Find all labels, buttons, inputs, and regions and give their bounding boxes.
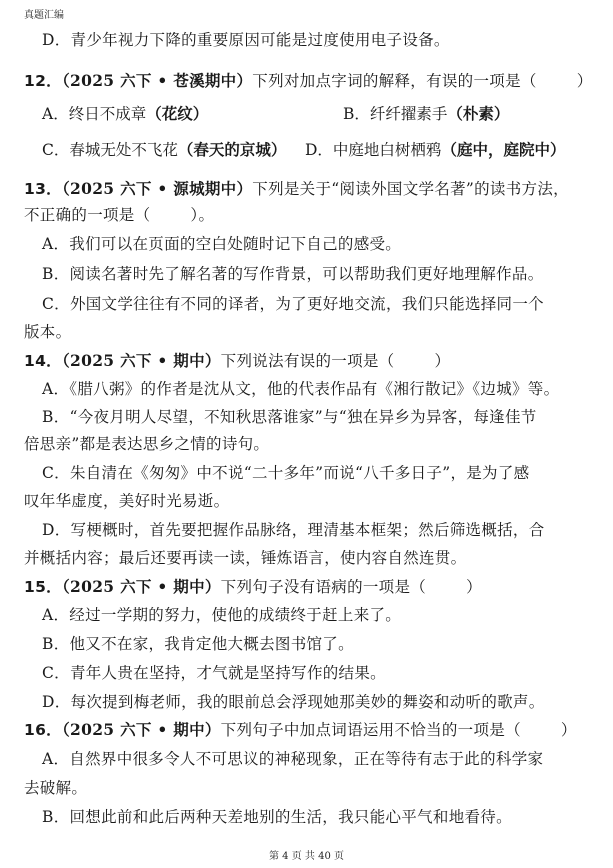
q14-option-d: D．写梗概时，首先要把握作品脉络，理清基本框架；然后筛选概括，合 xyxy=(42,521,545,539)
question-15-stem: 15．（2025 六下 • 期中）下列句子没有语病的一项是（ ） xyxy=(24,577,482,596)
question-14-stem: 14．（2025 六下 • 期中）下列说法有误的一项是（ ） xyxy=(24,351,451,370)
q12-option-d: D．中庭地白树栖鸦（庭中，庭院中） xyxy=(305,140,566,159)
q13-option-c: C．外国文学往往有不同的译者，为了更好地交流，我们只能选择同一个 xyxy=(42,295,544,313)
question-13-stem: 13．（2025 六下 • 源城期中）下列是关于“阅读外国文学名著”的读书方法， xyxy=(24,179,569,198)
question-source-tag: （2025 六下 • 期中） xyxy=(61,351,221,370)
q13-option-c-cont: 版本。 xyxy=(24,323,72,341)
question-source-tag: （2025 六下 • 期中） xyxy=(61,577,221,596)
q12-option-c: C．春城无处不飞花（春天的京城） xyxy=(42,140,287,159)
q14-option-c: C．朱自清在《匆匆》中不说“二十多年”而说“八千多日子”，是为了感 xyxy=(42,464,530,482)
q13-option-b: B．阅读名著时先了解名著的写作背景，可以帮助我们更好地理解作品。 xyxy=(42,265,544,283)
q14-option-a: A．《腊八粥》的作者是沈从文，他的代表作品有《湘行散记》《边城》等。 xyxy=(42,380,560,398)
page-footer: 第 4 页 共 40 页 xyxy=(269,851,344,862)
q16-option-b: B．回想此前和此后两种天差地别的生活，我只能心平气和地看待。 xyxy=(42,808,512,826)
question-16-stem: 16．（2025 六下 • 期中）下列句子中加点词语运用不恰当的一项是（ ） xyxy=(24,720,577,739)
question-source-tag: （2025 六下 • 苍溪期中） xyxy=(61,71,253,90)
q15-option-a: A．经过一学期的努力，使他的成绩终于赶上来了。 xyxy=(42,606,402,624)
q14-option-b-cont: 倍思亲”都是表达思乡之情的诗句。 xyxy=(24,435,270,453)
q15-option-d: D．每次提到梅老师，我的眼前总会浮现她那美妙的舞姿和动听的歌声。 xyxy=(42,693,545,711)
question-source-tag: （2025 六下 • 期中） xyxy=(61,720,221,739)
q14-option-c-cont: 叹年华虚度，美好时光易逝。 xyxy=(24,492,230,510)
question-12-stem: 12．（2025 六下 • 苍溪期中）下列对加点字词的解释，有误的一项是（ ） xyxy=(24,71,593,90)
q14-option-b: B．“今夜月明人尽望，不知秋思落谁家”与“独在异乡为异客，每逢佳节 xyxy=(42,408,537,426)
question-number: 12． xyxy=(24,72,62,90)
q15-option-b: B．他又不在家，我肯定他大概去图书馆了。 xyxy=(42,635,354,653)
q12-option-b: B．纤纤擢素手（朴素） xyxy=(343,104,510,123)
q16-option-a: A．自然界中很多令人不可思议的神秘现象，正在等待有志于此的科学家 xyxy=(42,750,544,768)
question-source-tag: （2025 六下 • 源城期中） xyxy=(61,179,253,198)
q14-option-d-cont: 并概括内容；最后还要再读一读，锤炼语言，使内容自然连贯。 xyxy=(24,549,467,567)
page-header: 真题汇编 xyxy=(24,10,64,21)
q11-option-d: D．青少年视力下降的重要原因可能是过度使用电子设备。 xyxy=(42,31,450,49)
question-text: 下列对加点字词的解释，有误的一项是（ xyxy=(252,72,537,90)
q13-option-a: A．我们可以在页面的空白处随时记下自己的感受。 xyxy=(42,235,402,253)
q12-option-a: A．终日不成章（花纹） xyxy=(42,104,209,123)
question-13-stem-cont: 不正确的一项是（ ）。 xyxy=(24,206,215,224)
q15-option-c: C．青年人贵在坚持，才气就是坚持写作的结果。 xyxy=(42,664,386,682)
q16-option-a-cont: 去破解。 xyxy=(24,779,88,797)
